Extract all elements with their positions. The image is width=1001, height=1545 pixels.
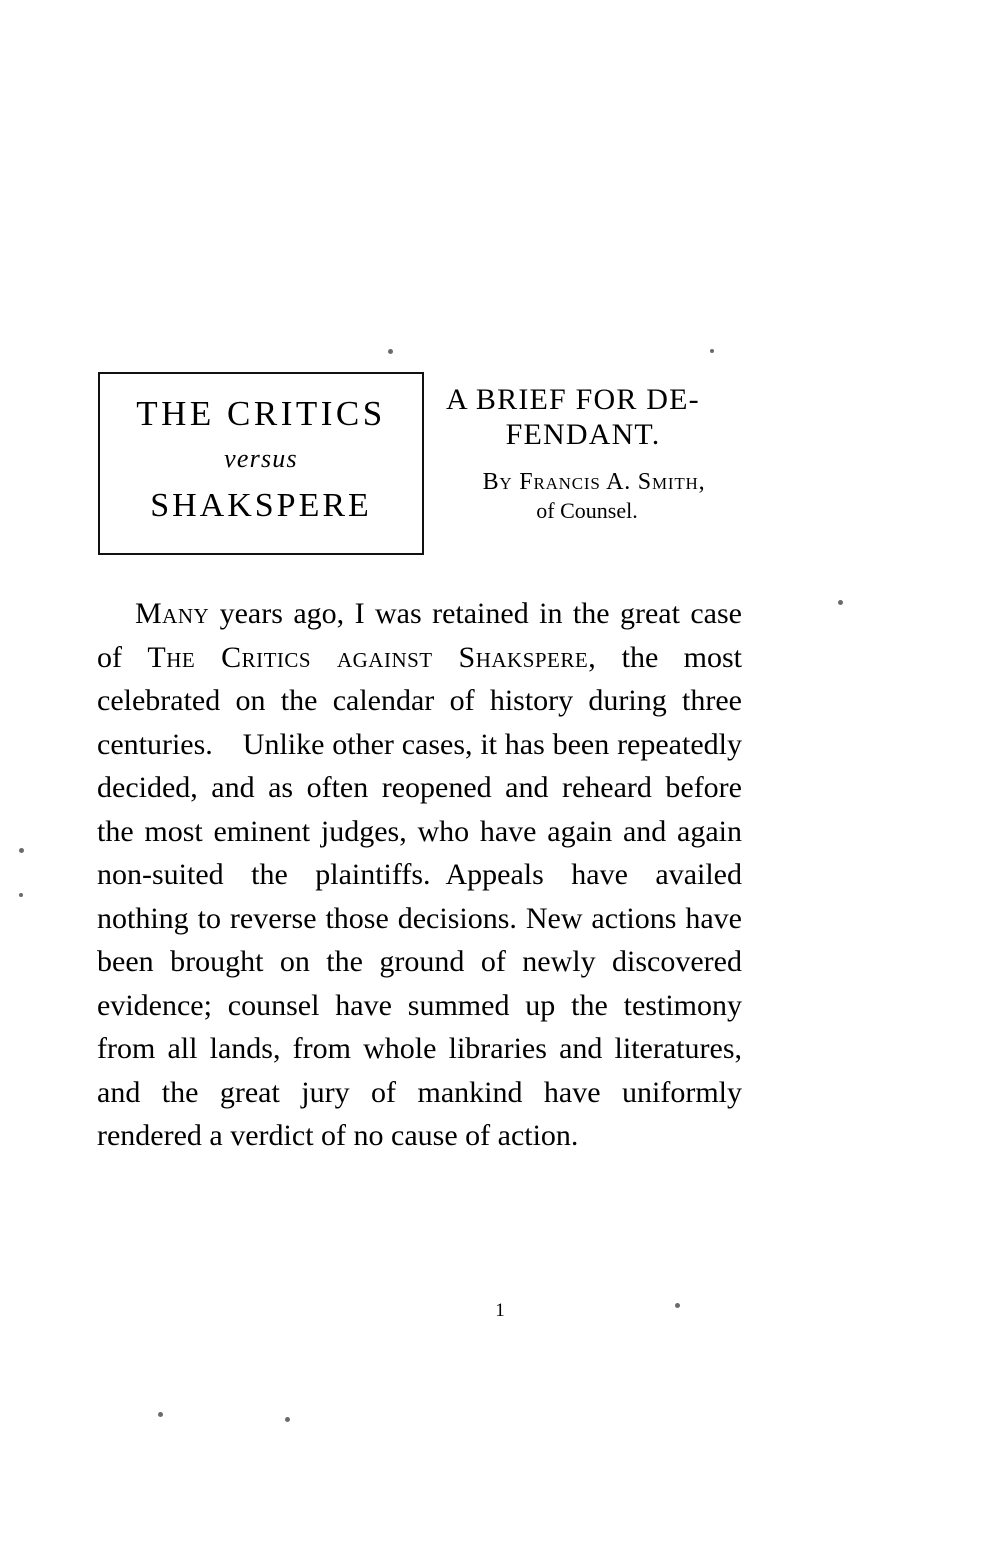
paragraph-text-b: the most celebrated on the calendar of history during three centuries. Unlike other cases, it has been repeatedly decided, and as often reopened and reheard before the most eminent judges, who have again and again non-suited the plaintiffs. Appeals have availed nothing to reverse those decisions. New actions have been brought on the ground of newly discovered evidence; counsel have summed up the testimony from all lands, from whole libraries and literatures, and the great jury of mankind have uniformly rendered a verdict of no cause of action. (97, 640, 742, 1152)
page-folio: 1 (495, 1300, 506, 1321)
title-versus: versus (224, 443, 298, 473)
paragraph-opening-smallcaps: Many (135, 597, 210, 630)
byline-author: Francis A. Smith, (519, 468, 706, 495)
brief-heading (446, 382, 746, 524)
paragraph-text-a: years ago, I was retained in the great case of (97, 597, 742, 674)
scan-speck (19, 848, 24, 853)
title-line-primary: THE CRITICS (136, 394, 386, 433)
scan-speck (388, 349, 393, 354)
body-text (97, 592, 742, 1158)
masthead (98, 372, 748, 562)
scan-speck (710, 349, 714, 353)
brief-heading-line-2: FENDANT. (505, 418, 661, 452)
brief-heading-line-1: A BRIEF FOR DE- (446, 383, 700, 416)
byline-prefix: By (482, 468, 520, 495)
title-line-secondary: SHAKSPERE (150, 486, 372, 524)
byline-role: of Counsel. (536, 497, 638, 523)
scan-speck (838, 600, 843, 605)
paragraph-case-name: The Critics against Shakspere, (147, 640, 597, 674)
byline (446, 469, 746, 496)
title-box (98, 372, 424, 555)
paragraph (97, 592, 742, 1158)
scan-speck (19, 893, 23, 897)
scan-speck (158, 1412, 163, 1417)
scan-speck (285, 1417, 290, 1422)
